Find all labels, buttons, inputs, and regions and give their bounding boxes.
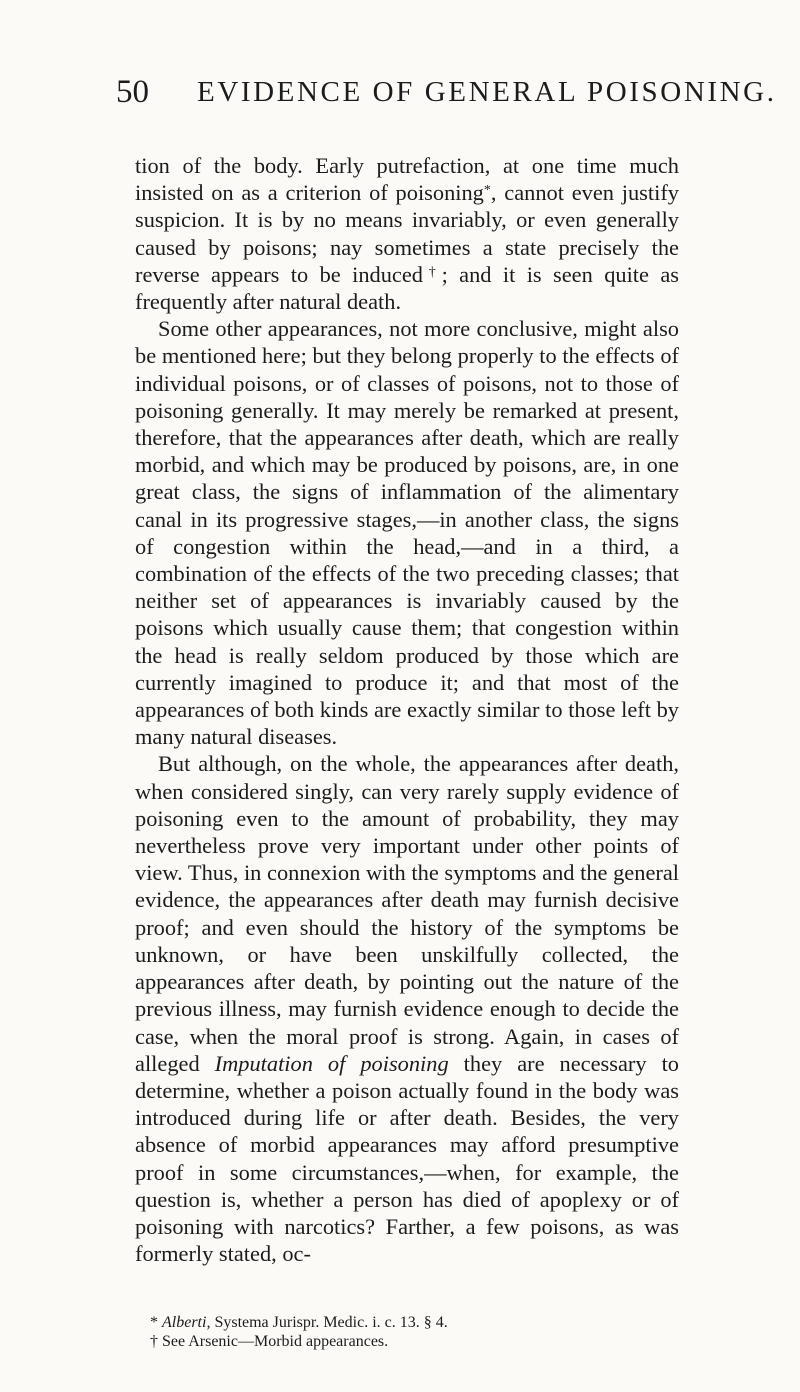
paragraph-text: ; and it is seen quite as frequently after natural death. <box>135 261 679 315</box>
footnotes <box>150 1313 679 1351</box>
footnote-mark: * <box>150 1314 158 1331</box>
body-text <box>135 152 679 1267</box>
footnote <box>150 1313 679 1332</box>
footnote-author: Alberti, <box>162 1314 211 1331</box>
paragraph-continuation <box>135 152 679 315</box>
footnote-ref-star[interactable]: * <box>483 183 491 199</box>
italic-phrase: Imputation of poisoning <box>214 1050 449 1076</box>
running-head <box>0 72 800 112</box>
footnote-mark: † <box>150 1333 158 1350</box>
footnote-ref-dagger[interactable]: † <box>422 264 442 280</box>
page-number: 50 <box>116 74 149 110</box>
paragraph: Some other appearances, not more conclusive, might also be mentioned here; but they belong properly to the effects of individual poisons, or of classes of poisons, not to those of poisoning generally. It may merely be remarked at present, therefore, that the appearances after death, which are really morbid, and which may be produced by poisons, are, in one great class, the signs of inflammation of the alimentary canal in its progressive stages,—in another class, the signs of congestion within the head,—and in a third, a combination of the effects of the two preceding classes; that neither set of appearances is invariably caused by the poisons which usually cause them; that congestion within the head is really seldom produced by those which are currently imagined to produce it; and that most of the appearances of both kinds are exactly similar to those left by many natural diseases. <box>135 316 679 750</box>
footnote-text: See Arsenic—Morbid appearances. <box>162 1333 389 1350</box>
paragraph-text: , cannot even justify suspicion. It is by no means invariably, or even generally caused by poisons; nay sometimes a state precisely the reverse appears to be induced <box>135 180 679 287</box>
paragraph <box>135 750 679 1267</box>
paragraph-text: But although, on the whole, the appearances after death, when considered singly, can very rarely supply evidence of poisoning even to the amount of probability, they may nevertheless prove very important under other points of view. Thus, in connexion with the symptoms and the general evidence, the appearances after death may furnish decisive proof; and even should the history of the symptoms be unknown, or have been unskilfully collected, the appearances after death, by pointing out the nature of the previous illness, may furnish evidence enough to decide the case, when the moral proof is strong. Again, in cases of alleged <box>135 751 679 1076</box>
paragraph-text: they are necessary to determine, whether a poison actually found in the body was introduced during life or after death. Besides, the very absence of morbid appearances may afford presumptive proof in some circumstances,—when, for example, the question is, whether a person has died of apoplexy or of poisoning with narcotics? Farther, a few poisons, as was formerly stated, oc- <box>135 1050 679 1267</box>
footnote-text: Systema Jurispr. Medic. i. c. 13. § 4. <box>210 1314 448 1331</box>
paragraph-text: tion of the body. Early putrefaction, at one time much insisted on as a criterion of poisoning <box>135 153 679 206</box>
running-title: EVIDENCE OF GENERAL POISONING. <box>197 76 777 108</box>
footnote <box>150 1332 679 1351</box>
